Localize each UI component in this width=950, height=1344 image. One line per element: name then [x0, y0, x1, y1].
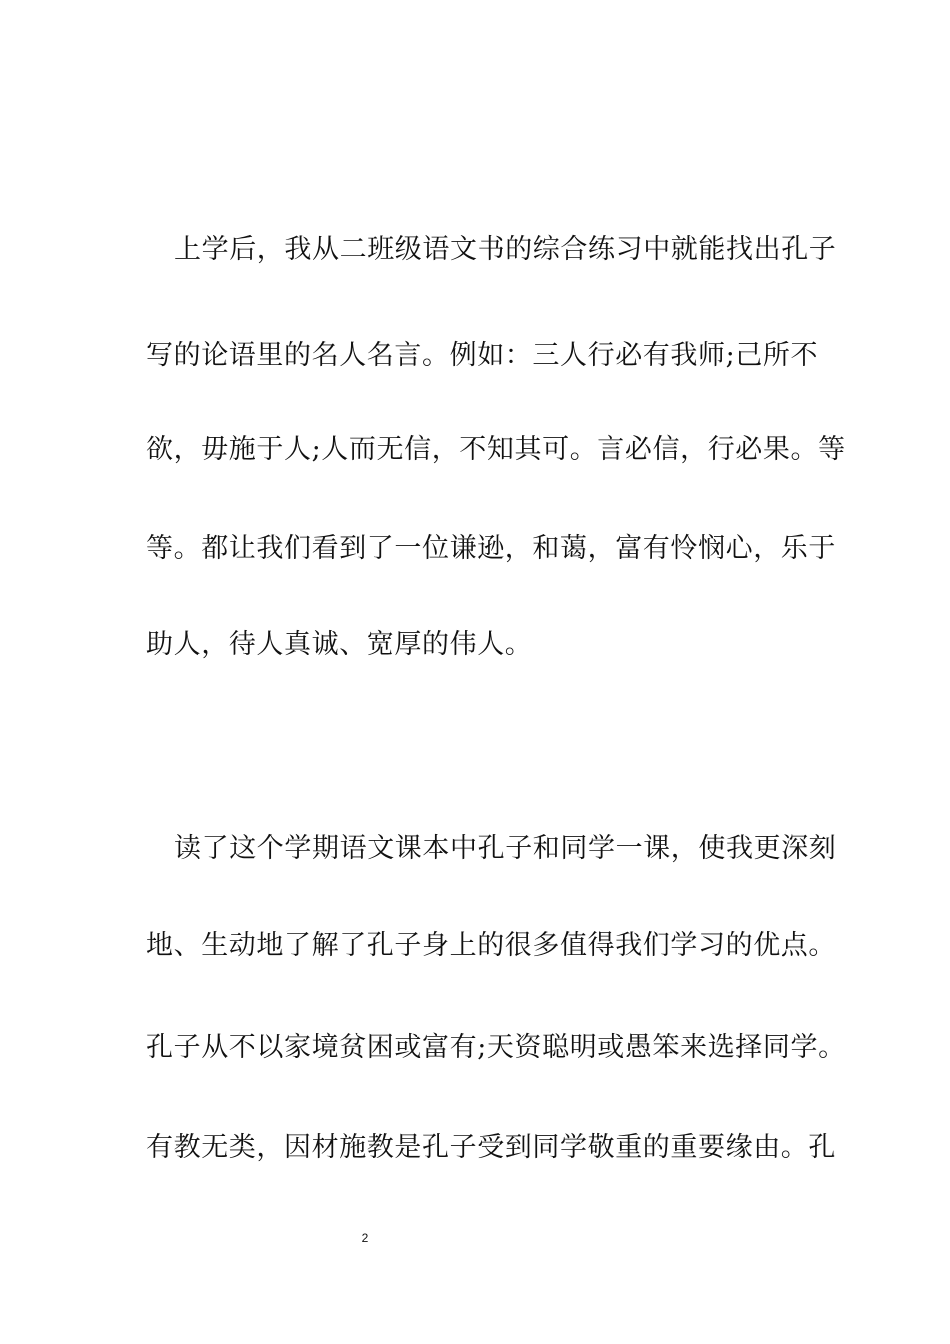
paragraph-2-line-4: 有教无类，因材施教是孔子受到同学敬重的重要缘由。孔 — [146, 1132, 836, 1163]
paragraph-1-line-4: 等。都让我们看到了一位谦逊，和蔼，富有怜悯心，乐于 — [146, 533, 836, 564]
paragraph-1-line-2: 写的论语里的名人名言。例如：三人行必有我师;己所不 — [146, 340, 819, 371]
page-number: 2 — [361, 1231, 369, 1245]
paragraph-2-line-3: 孔子从不以家境贫困或富有;天资聪明或愚笨来选择同学。 — [146, 1032, 846, 1063]
paragraph-1-line-5: 助人，待人真诚、宽厚的伟人。 — [146, 629, 533, 660]
paragraph-1-line-3: 欲，毋施于人;人而无信，不知其可。言必信，行必果。等 — [146, 434, 846, 465]
paragraph-2-line-1: 读了这个学期语文课本中孔子和同学一课，使我更深刻 — [174, 833, 837, 864]
paragraph-2-line-2: 地、生动地了解了孔子身上的很多值得我们学习的优点。 — [146, 930, 836, 961]
paragraph-1-line-1: 上学后，我从二班级语文书的综合练习中就能找出孔子 — [174, 234, 837, 265]
